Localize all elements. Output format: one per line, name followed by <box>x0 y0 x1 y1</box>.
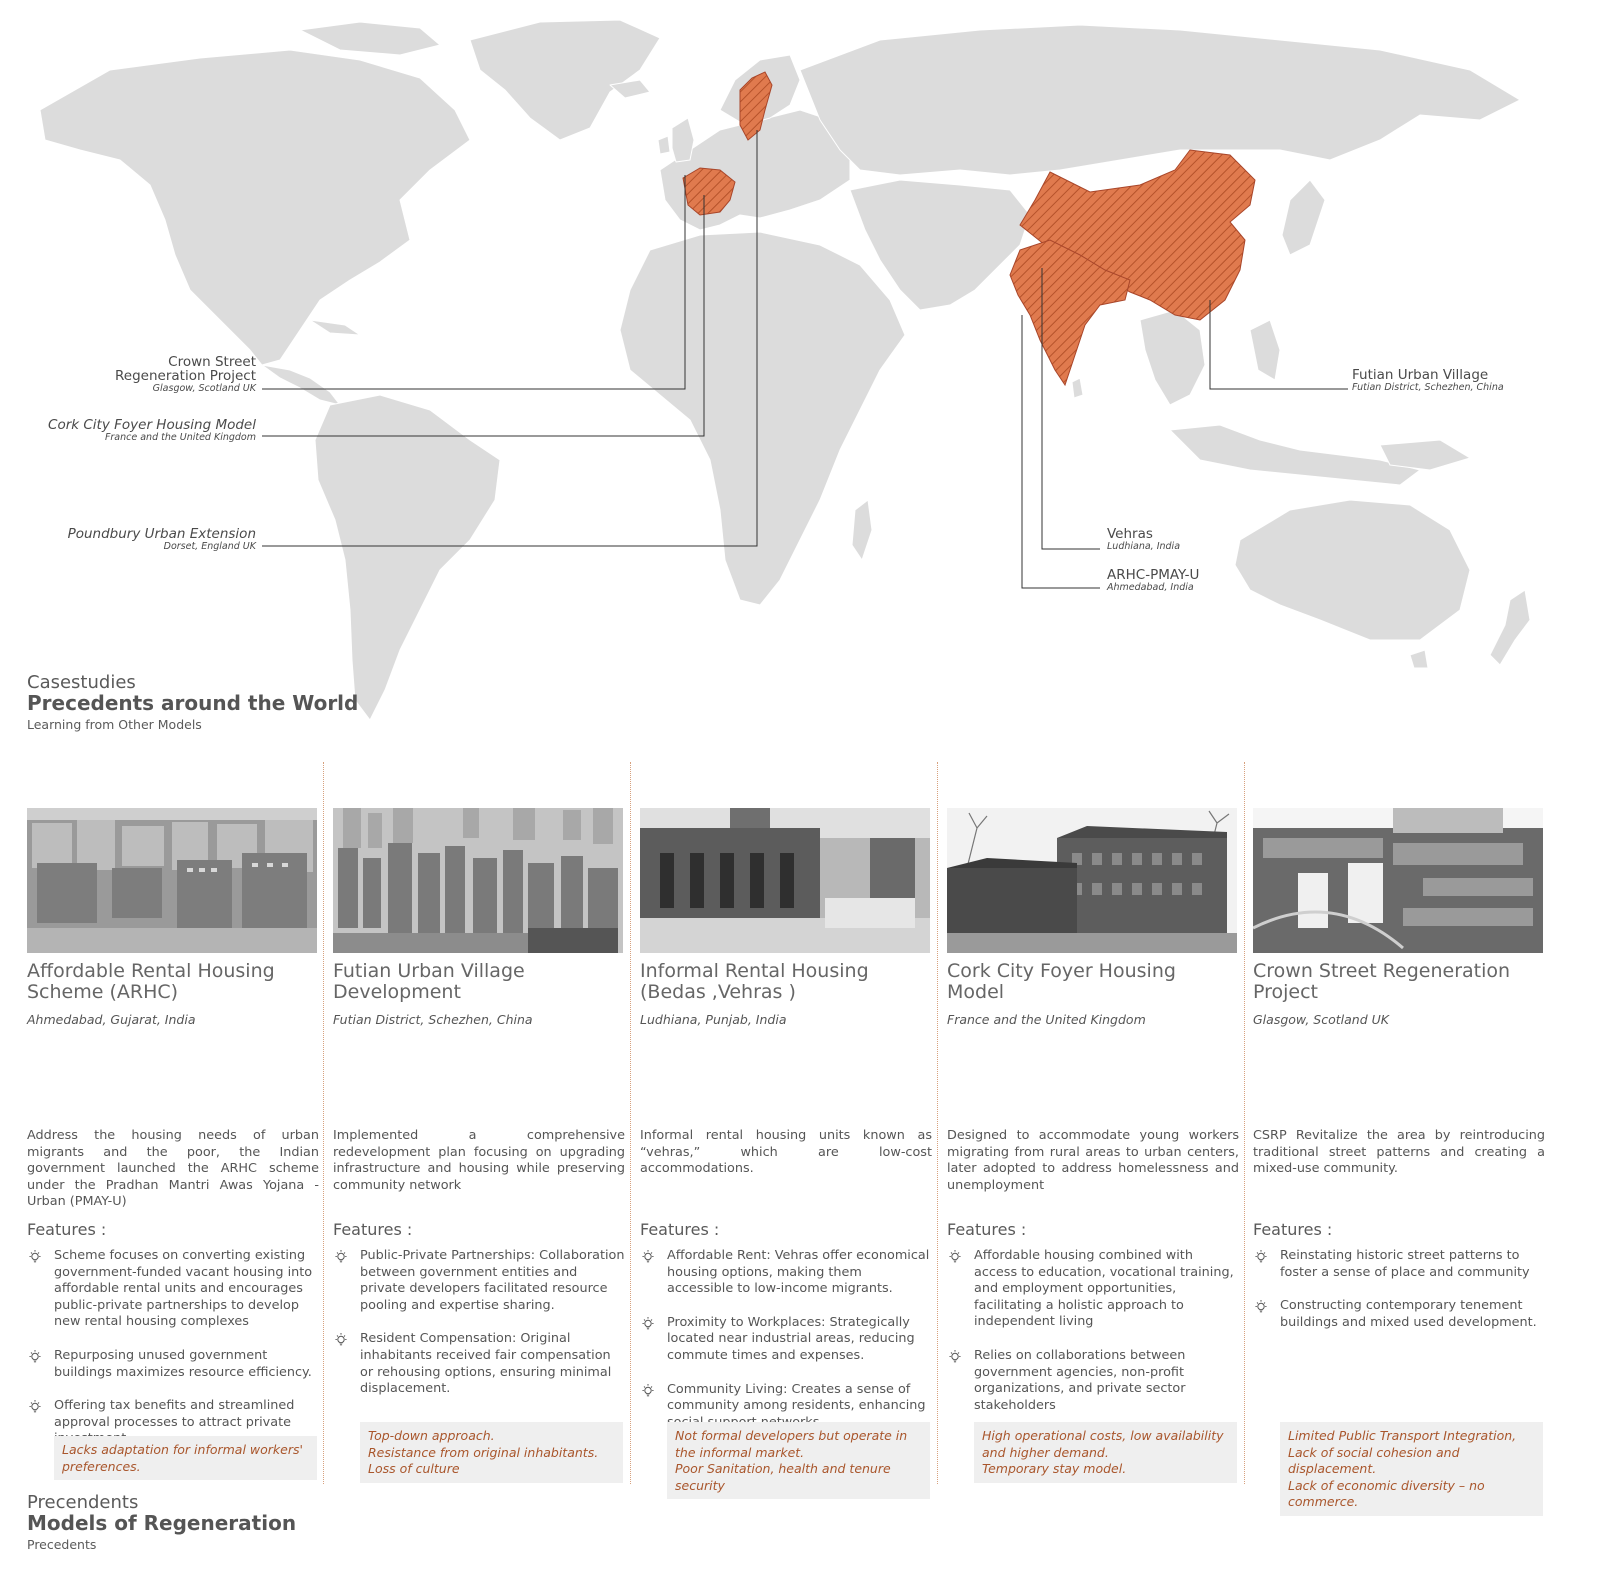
map-label-cork <box>40 418 256 443</box>
map-label-poundbury <box>40 527 256 552</box>
case-title: Affordable Rental Housing Scheme (ARHC) <box>27 960 275 1003</box>
feature-item <box>1253 1248 1545 1281</box>
case-critique: High operational costs, low availability and higher demand. Temporary stay model. <box>974 1422 1237 1483</box>
feature-item <box>947 1248 1239 1331</box>
russia <box>800 25 1520 175</box>
case-description: Address the housing needs of urban migrants and the poor, the Indian government launched the ARHC scheme under the Pradhan Mantri Awas Yojana - Urban (PMAY-U) <box>27 1128 319 1209</box>
feature-item <box>640 1248 932 1298</box>
case-description: CSRP Revitalize the area by reintroducing traditional street patterns and creating a mixed-use community. <box>1253 1128 1545 1176</box>
casestudies-title-block <box>27 674 358 732</box>
features-list <box>947 1248 1239 1431</box>
precedents-heading: Precedents around the World <box>27 690 359 715</box>
sri-lanka <box>1072 378 1083 398</box>
feature-text: Reinstating historic street patterns to foster a sense of place and community <box>1280 1248 1530 1280</box>
feature-text: Proximity to Workplaces: Strategically located near industrial areas, reducing commute times and expenses. <box>667 1314 915 1363</box>
case-location: Futian District, Schezhen, China <box>333 1012 533 1027</box>
feature-text: Public-Private Partnerships: Collaboration between government entities and private developers facilitated resource pooling and expertise sharing. <box>360 1248 625 1313</box>
case-location: Ludhiana, Punjab, India <box>640 1012 787 1027</box>
feature-item <box>333 1331 625 1397</box>
lightbulb-icon <box>27 1399 43 1415</box>
new-guinea <box>1380 440 1470 470</box>
feature-item <box>27 1248 319 1331</box>
map-label-futian <box>1352 368 1552 393</box>
features-heading: Features : <box>1253 1220 1333 1239</box>
case-critique: Top-down approach. Resistance from original inhabitants. Loss of culture <box>360 1422 623 1483</box>
case-photo-vehras <box>640 808 930 953</box>
lightbulb-icon <box>947 1249 963 1265</box>
case-title: Informal Rental Housing (Bedas ,Vehras ) <box>640 960 869 1003</box>
case-title: Cork City Foyer Housing Model <box>947 960 1176 1003</box>
features-heading: Features : <box>333 1220 413 1239</box>
features-list <box>1253 1248 1545 1348</box>
feature-text: Affordable housing combined with access to education, vocational training, and employment opportunities, facilitating a holistic approach to independent living <box>974 1248 1234 1330</box>
features-heading: Features : <box>947 1220 1027 1239</box>
models-title-block <box>27 1494 296 1552</box>
features-heading: Features : <box>640 1220 720 1239</box>
map-label-futian-title: Futian Urban Village <box>1352 367 1489 383</box>
feature-item <box>947 1348 1239 1414</box>
map-label-vehras-subtitle: Ludhiana, India <box>1107 541 1181 553</box>
column-divider <box>1244 762 1245 1484</box>
map-label-cork-title: Cork City Foyer Housing Model <box>48 417 256 433</box>
leader-futian <box>1210 300 1348 389</box>
case-title: Crown Street Regeneration Project <box>1253 960 1511 1003</box>
case-title: Futian Urban Village Development <box>333 960 525 1003</box>
features-list <box>640 1248 932 1448</box>
map-label-crown <box>60 355 256 394</box>
models-heading: Models of Regeneration <box>27 1510 297 1535</box>
case-description: Designed to accommodate young workers migrating from rural areas to urban centers, later adopted to address homelessness and unemployment <box>947 1128 1239 1193</box>
ireland <box>658 136 670 154</box>
cuba <box>310 320 360 335</box>
feature-text: Offering tax benefits and streamlined approval processes to attract private <box>54 1398 295 1430</box>
case-photo-futian <box>333 808 623 953</box>
case-column-futian <box>333 808 623 1488</box>
lightbulb-icon <box>640 1249 656 1265</box>
south-america <box>315 395 500 720</box>
features-list <box>333 1248 625 1415</box>
features-list <box>27 1248 319 1465</box>
map-label-crown-subtitle: Glasgow, Scotland UK <box>152 383 256 395</box>
feature-text: Resident Compensation: Original inhabitants received fair compensation or rehousing options, ensuring minimal displacement. <box>360 1331 612 1397</box>
world-map-area <box>0 0 1600 760</box>
lightbulb-icon <box>1253 1249 1269 1265</box>
precendents-label: Precendents <box>27 1492 139 1513</box>
map-label-futian-subtitle: Futian District, Schezhen, China <box>1352 382 1504 394</box>
tasmania <box>1410 650 1428 668</box>
case-location: France and the United Kingdom <box>947 1012 1146 1027</box>
case-description: Informal rental housing units known as “vehras,” which are low-cost accommodations. <box>640 1128 932 1176</box>
feature-item <box>1253 1298 1545 1331</box>
feature-text: Community Living: Creates a sense of community among residents, enhancing <box>667 1381 926 1414</box>
case-column-arhc <box>27 808 317 1488</box>
lightbulb-icon <box>1253 1299 1269 1315</box>
feature-text: Affordable Rent: Vehras offer economical housing options, making them accessible to low-income migrants. <box>667 1248 930 1297</box>
case-critique: Lacks adaptation for informal workers' preferences. <box>54 1436 317 1480</box>
feature-text: Constructing contemporary tenement buildings and mixed used development. <box>1280 1298 1537 1330</box>
case-critique: Not formal developers but operate in the informal market. Poor Sanitation, health and tenure security <box>667 1422 930 1499</box>
map-label-crown-title: Crown Street Regeneration Project <box>115 354 256 385</box>
lightbulb-icon <box>333 1249 349 1265</box>
case-column-cork <box>947 808 1237 1488</box>
map-label-cork-subtitle: France and the United Kingdom <box>104 432 256 444</box>
feature-item <box>333 1248 625 1314</box>
map-label-poundbury-subtitle: Dorset, England UK <box>163 541 256 553</box>
lightbulb-icon <box>640 1383 656 1399</box>
feature-item <box>27 1348 319 1381</box>
lightbulb-icon <box>27 1249 43 1265</box>
madagascar <box>852 500 872 560</box>
feature-text: Repurposing unused government buildings maximizes resource efficiency. <box>54 1347 312 1380</box>
map-label-arhc-title: ARHC-PMAY-U <box>1107 567 1200 583</box>
north-america <box>40 50 470 365</box>
lightbulb-icon <box>947 1349 963 1365</box>
learning-subheading: Learning from Other Models <box>27 716 202 732</box>
australia <box>1235 500 1470 640</box>
case-location: Glasgow, Scotland UK <box>1253 1012 1389 1027</box>
map-label-vehras-title: Vehras <box>1107 526 1153 542</box>
case-photo-cork <box>947 808 1237 953</box>
case-column-crown <box>1253 808 1545 1509</box>
greenland <box>470 20 660 140</box>
lightbulb-icon <box>27 1349 43 1365</box>
uk <box>672 118 694 162</box>
new-zealand <box>1490 590 1530 665</box>
feature-text: Scheme focuses on converting existing government-funded vacant housing into affordable rental units and encourages public-private partnerships to develop new rental housing complexes <box>54 1248 313 1330</box>
feature-text: Relies on collaborations between government agencies, non-profit organizations, and private sector stakeholders <box>974 1347 1186 1413</box>
map-label-arhc <box>1107 568 1267 593</box>
case-description: Implemented a comprehensive redevelopment plan focusing on upgrading infrastructure and housing while preserving community network <box>333 1128 625 1193</box>
map-label-arhc-subtitle: Ahmedabad, India <box>1107 582 1194 594</box>
central-america <box>262 365 340 405</box>
lightbulb-icon <box>640 1316 656 1332</box>
case-location: Ahmedabad, Gujarat, India <box>27 1012 196 1027</box>
column-divider <box>323 762 324 1484</box>
case-column-vehras <box>640 808 932 1493</box>
features-heading: Features : <box>27 1220 107 1239</box>
map-label-poundbury-title: Poundbury Urban Extension <box>67 526 256 542</box>
japan <box>1282 180 1325 255</box>
case-critique: Limited Public Transport Integration, Lack of social cohesion and displacement. Lack of economic diversity – no commerce. <box>1280 1422 1543 1516</box>
case-photo-crown <box>1253 808 1543 953</box>
case-photo-arhc <box>27 808 317 953</box>
arctic-islands <box>300 22 440 55</box>
philippines <box>1250 320 1280 380</box>
indonesia <box>1170 425 1420 485</box>
precedents-subheading: Precedents <box>27 1536 97 1552</box>
southeast-asia <box>1140 310 1205 405</box>
map-label-vehras <box>1107 527 1267 552</box>
column-divider <box>630 762 631 1484</box>
lightbulb-icon <box>333 1332 349 1348</box>
casestudies-label: Casestudies <box>27 672 136 693</box>
feature-item <box>640 1315 932 1365</box>
column-divider <box>937 762 938 1484</box>
